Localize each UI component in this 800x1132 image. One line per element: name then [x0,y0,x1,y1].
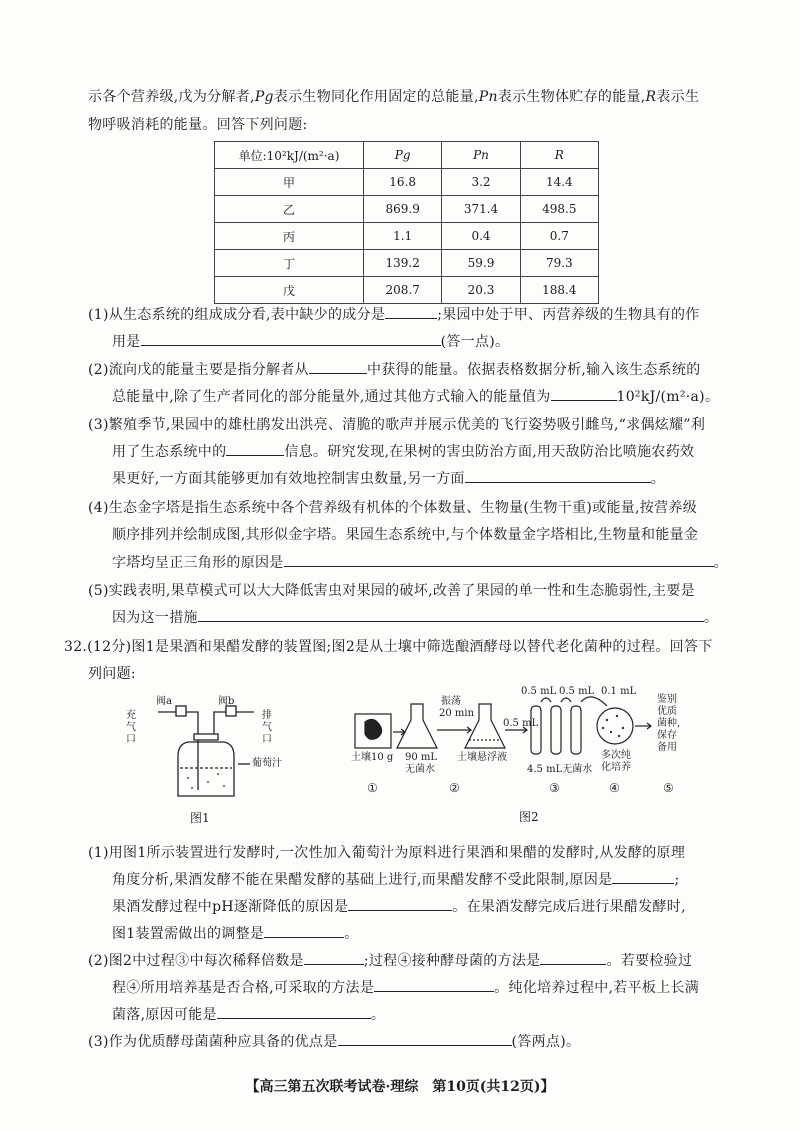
answer-blank[interactable] [612,869,674,884]
flask-1-icon [397,704,437,748]
table-row [215,169,599,196]
table-header-row [215,142,599,169]
q32-1-line-2: 角度分析,果酒发酵不能在果醋发酵的基础上进行,而果醋发酵不受此限制,原因是 ; [112,869,679,891]
result-label-3: 菌种, [657,718,681,729]
figure-2-caption: 图2 [519,810,539,824]
petri-dish-icon [597,708,633,744]
test-tube-2-icon [551,706,561,754]
q31-2-line-2: 总能量中,除了生产者同化的部分能量外,通过其他方式输入的能量值为 10²kJ/(m²·a)。 [112,386,719,408]
shake-time-label: 20 min [439,708,475,719]
q31-4-line-2: 顺序排列并绘制成图,其形似金字塔。果园生态系统中,与个体数量金字塔相比,生物量和能量金 [112,527,699,543]
answer-blank[interactable] [217,1004,371,1019]
outlet-label: 排气口 [262,710,272,745]
table-header-r: R [520,142,598,169]
result-label-4: 保存 [657,730,677,741]
q31-5-line-1: (5)实践表明,果草模式可以大大降低害虫对果园的破坏,改善了果园的单一性和生态脆弱性,主要是 [88,583,695,599]
q32-2-line-2: 程④所用培养基是否合格,可采取的方法是 。纯化培养过程中,若平板上长满 [112,977,699,999]
step-3: ③ [549,781,560,795]
q32-3-line-1: (3)作为优质酵母菌菌种应具备的优点是 (答两点)。 [88,1031,580,1053]
q31-1-line-2: 用是 (答一点)。 [112,331,509,353]
bottle [178,742,234,796]
cell-pg: 16.8 [364,169,442,196]
result-label-5: 备用 [657,742,677,753]
figure-1 [118,694,288,834]
answer-blank[interactable] [284,552,714,567]
q31-3-line-2: 用了生态系统中的 信息。研究发现,在果树的害虫防治方面,用天敌防治比喷施农药效 [112,441,694,463]
q31-5-line-2: 因为这一措施 。 [112,607,718,629]
tube-water-label: 4.5 mL无菌水 [527,764,593,775]
plate-label-1: 多次纯 [601,750,631,761]
cell-r: 14.4 [520,169,598,196]
q31-3-line-3: 果更好,一方面其能够更加有效地控制害虫数量,另一方面 。 [112,468,665,490]
cell-pg: 1.1 [364,223,442,250]
soil-sample-icon [365,719,382,739]
cell-r: 188.4 [520,277,598,304]
q32-1-line-4: 图1装置需做出的调整是 。 [112,923,359,945]
q32-header-line-1: 32.(12分)图1是果酒和果醋发酵的装置图;图2是从土壤中筛选酿酒酵母以替代老化菌种的过程。回答下 [64,639,713,655]
stopper [194,734,218,740]
table-row [215,250,599,277]
q32-2-line-3: 菌落,原因可能是 。 [112,1004,385,1026]
result-label-2: 优质 [657,706,677,717]
table-header-pn: Pn [442,142,520,169]
answer-blank[interactable] [551,386,617,401]
cell-pn: 0.4 [442,223,520,250]
answer-blank[interactable] [264,923,344,938]
arrow-4 [581,697,607,706]
answer-blank[interactable] [141,331,441,346]
q31-4-line-3: 字塔均呈正三角形的原因是 。 [112,552,728,574]
cell-pg: 869.9 [364,196,442,223]
tube-volume-2: 0.5 mL [559,686,595,697]
answer-blank[interactable] [198,607,704,622]
answer-blank[interactable] [309,359,367,374]
cell-r: 498.5 [520,196,598,223]
q32-1-line-1: (1)用图1所示装置进行发酵时,一次性加入葡萄汁为原料进行果酒和果醋的发酵时,从发酵的原理 [88,845,686,861]
row-label: 甲 [215,169,364,196]
cell-pg: 139.2 [364,250,442,277]
answer-blank[interactable] [385,304,437,319]
table-row [215,223,599,250]
q32-1-line-3: 果酒发酵过程中pH逐渐降低的原因是 。在果酒发酵完成后进行果醋发酵时, [112,896,686,918]
answer-blank[interactable] [304,950,364,965]
row-label: 丁 [215,250,364,277]
q31-4-line-1: (4)生态金字塔是指生态系统中各个营养级有机体的个体数量、生物量(生物干重)或能量,按营养级 [88,500,698,516]
answer-blank[interactable] [540,950,606,965]
row-label: 乙 [215,196,364,223]
table-row [215,277,599,304]
transfer-volume-label: 0.5 mL [503,718,539,729]
step-2: ② [449,781,460,795]
juice-label: 葡萄汁 [252,758,282,769]
answer-blank[interactable] [348,896,452,911]
valve-a-label: 阀a [156,696,172,707]
answer-blank[interactable] [374,977,494,992]
table-unit: 单位:10²kJ/(m²·a) [215,142,364,169]
q31-2-line-1: (2)流向戊的能量主要是指分解者从 中获得的能量。依据表格数据分析,输入该生态系统的 [88,359,701,381]
cell-pn: 20.3 [442,277,520,304]
tube-volume-3: 0.1 mL [601,686,637,697]
cell-r: 79.3 [520,250,598,277]
q31-3-line-1: (3)繁殖季节,果园中的雄杜鹃发出洪亮、清脆的歌声并展示优美的飞行姿势吸引雌鸟,“求偶炫耀”利 [88,417,706,433]
table-row [215,196,599,223]
sterile-water-label: 无菌水 [405,764,435,775]
answer-blank[interactable] [338,1031,512,1046]
intro-line-1: 示各个营养级,戊为分解者,Pg表示生物同化作用固定的总能量,Pn表示生物体贮存的能量,R表示生 [88,89,700,105]
row-label: 丙 [215,223,364,250]
q32-header-line-2: 列问题: [88,666,136,682]
page-footer: 【高三第五次联考试卷·理综 第10页(共12页)】 [245,1079,555,1095]
row-label: 戊 [215,277,364,304]
step-1: ① [367,781,378,795]
table-header-pg: Pg [364,142,442,169]
tube-volume-1: 0.5 mL [521,686,557,697]
answer-blank[interactable] [465,468,651,483]
intro-line-2: 物呼吸消耗的能量。回答下列问题: [88,117,308,133]
suspension-label: 土壤悬浮液 [457,752,507,763]
figure-1-caption: 图1 [190,811,210,825]
step-4: ④ [609,781,620,795]
q32-2-line-1: (2)图2中过程③中每次稀释倍数是 ;过程④接种酵母菌的方法是 。若要检验过 [88,950,692,972]
shake-label: 振荡 [441,696,461,707]
valve-a-icon [176,706,186,716]
q31-1-line-1: (1)从生态系统的组成成分看,表中缺少的成分是 ;果园中处于甲、丙营养级的生物具有的作 [88,304,700,326]
step-5: ⑤ [663,781,674,795]
answer-blank[interactable] [226,441,284,456]
valve-b-label: 阀b [218,696,235,707]
test-tube-1-icon [531,706,541,754]
plate-label-2: 化培养 [601,762,631,773]
cell-r: 0.7 [520,223,598,250]
energy-table [214,141,599,304]
cell-pn: 371.4 [442,196,520,223]
cell-pn: 3.2 [442,169,520,196]
test-tube-3-icon [571,706,581,754]
soil-label: 土壤10 g [351,752,394,763]
cell-pn: 59.9 [442,250,520,277]
cell-pg: 208.7 [364,277,442,304]
inlet-label: 充气口 [126,710,136,745]
result-label-1: 鉴别 [657,694,677,705]
water-volume-label: 90 mL [405,752,438,763]
figure-2 [345,686,725,832]
